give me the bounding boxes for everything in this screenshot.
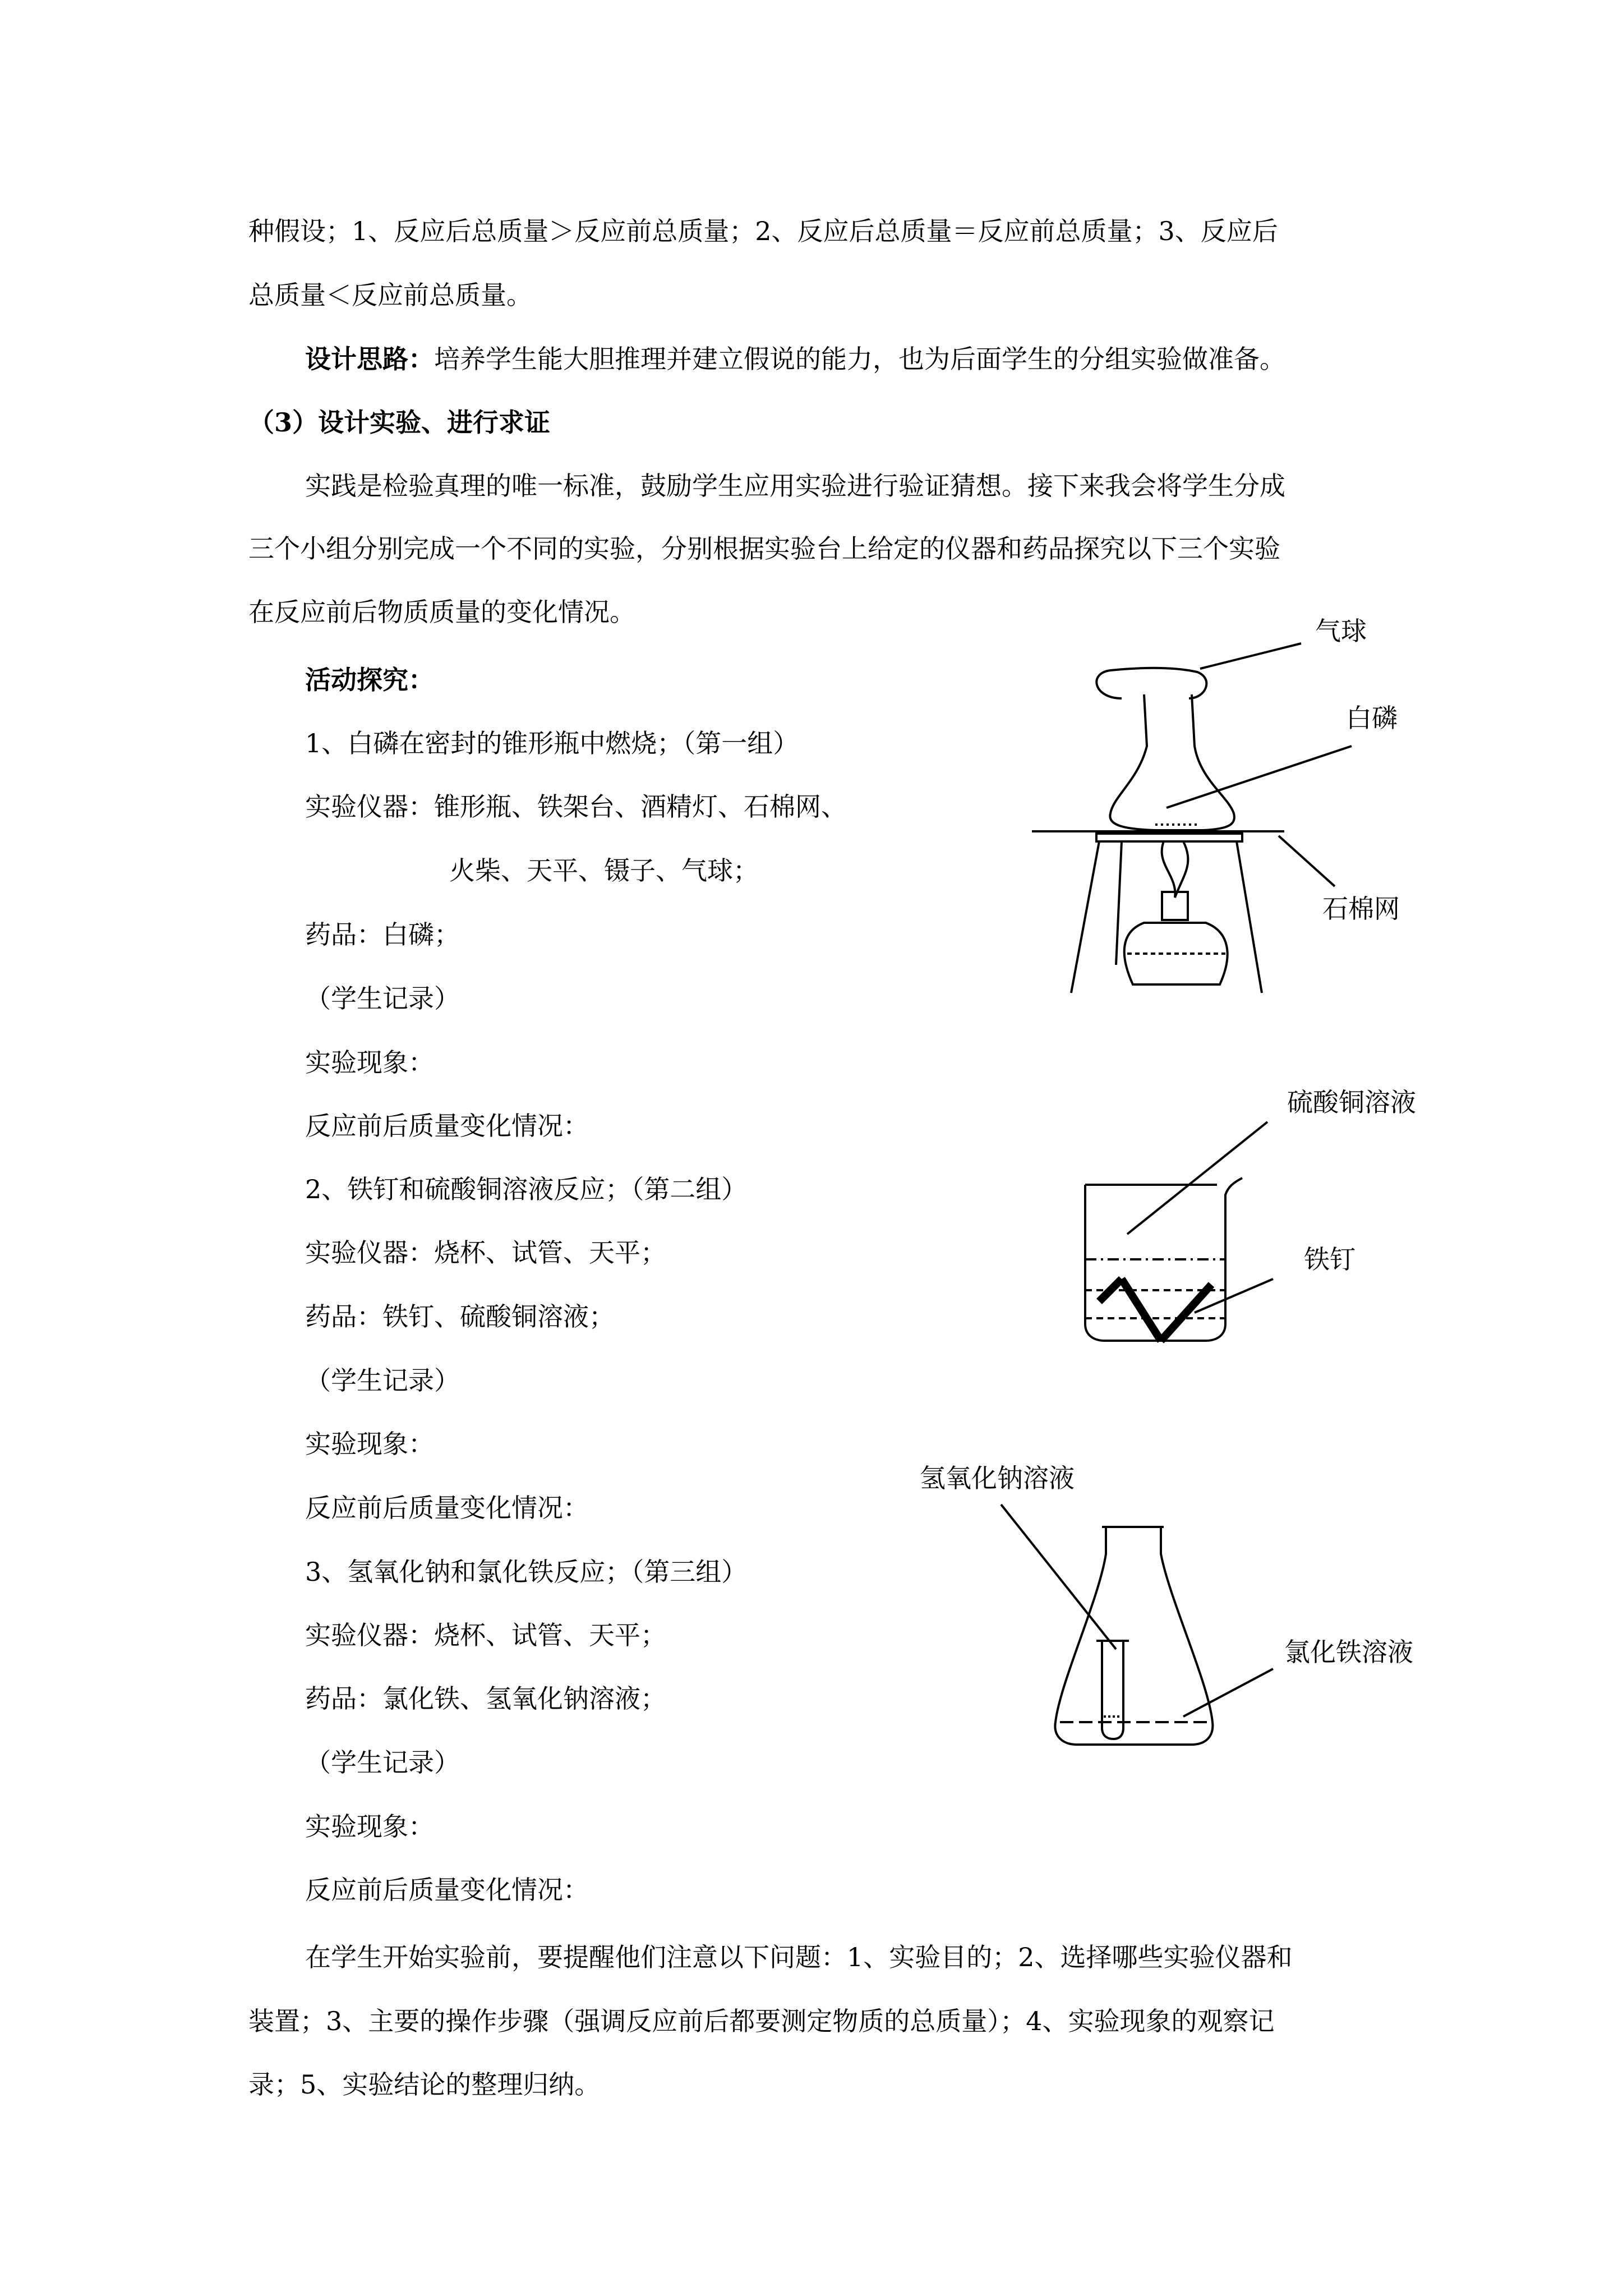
exp1-reagents: 药品：白磷； — [305, 919, 460, 950]
practice-line-3: 在反应前后物质质量的变化情况。 — [248, 597, 635, 627]
exp1-title: 1、白磷在密封的锥形瓶中燃烧；（第一组） — [305, 728, 799, 758]
test-tube — [1102, 1641, 1123, 1739]
design-idea-label: 设计思路： — [305, 344, 434, 374]
practice-line-1: 实践是检验真理的唯一标准，鼓励学生应用实验进行验证猜想。接下来我会将学生分成 — [305, 471, 1285, 501]
exp3-reagents: 药品：氯化铁、氢氧化钠溶液； — [305, 1683, 666, 1714]
closing-line-1: 在学生开始实验前，要提醒他们注意以下问题：1、实验目的；2、选择哪些实验仪器和 — [305, 1942, 1293, 1972]
exp2-title: 2、铁钉和硫酸铜溶液反应；（第二组） — [305, 1174, 748, 1204]
section-3-heading: （3）设计实验、进行求证 — [248, 407, 551, 438]
exp1-apparatus-line-1: 实验仪器：锥形瓶、铁架台、酒精灯、石棉网、 — [305, 792, 847, 822]
activity-heading: 活动探究： — [305, 665, 434, 695]
erlenmeyer-flask — [1055, 1527, 1212, 1745]
label-balloon: 气球 — [1315, 616, 1367, 646]
exp2-student-record: （学生记录） — [305, 1365, 460, 1396]
exp1-phenomenon: 实验现象： — [305, 1047, 434, 1078]
exp1-student-record: （学生记录） — [305, 983, 460, 1014]
label-ferric-chloride: 氯化铁溶液 — [1284, 1637, 1413, 1667]
exp1-apparatus-line-2: 火柴、天平、镊子、气球； — [449, 855, 759, 886]
exp3-phenomenon: 实验现象： — [305, 1811, 434, 1842]
exp3-student-record: （学生记录） — [305, 1747, 460, 1778]
exp2-mass-change: 反应前后质量变化情况： — [305, 1493, 589, 1523]
closing-line-3: 录；5、实验结论的整理归纳。 — [248, 2069, 601, 2100]
label-white-phosphorus: 白磷 — [1346, 703, 1398, 733]
leader-naoh — [1001, 1504, 1116, 1649]
design-idea-text: 培养学生能大胆推理并建立假说的能力，也为后面学生的分组实验做准备。 — [434, 344, 1285, 374]
exp2-apparatus: 实验仪器：烧杯、试管、天平； — [305, 1237, 666, 1268]
closing-line-2: 装置；3、主要的操作步骤（强调反应前后都要测定物质的总质量）；4、实验现象的观察记 — [248, 2006, 1275, 2036]
practice-line-2: 三个小组分别完成一个不同的实验，分别根据实验台上给定的仪器和药品探究以下三个实验 — [248, 533, 1280, 564]
exp3-title: 3、氢氧化钠和氯化铁反应；（第三组） — [305, 1557, 748, 1587]
exp2-phenomenon: 实验现象： — [305, 1429, 434, 1459]
leader-fecl3 — [1183, 1669, 1273, 1717]
label-copper-sulfate: 硫酸铜溶液 — [1287, 1087, 1416, 1117]
hypothesis-line-2: 总质量＜反应前总质量。 — [248, 280, 532, 310]
hypothesis-line-1: 种假设；1、反应后总质量＞反应前总质量；2、反应后总质量＝反应前总质量；3、反应后 — [248, 216, 1278, 246]
exp1-mass-change: 反应前后质量变化情况： — [305, 1111, 589, 1141]
label-asbestos-net: 石棉网 — [1322, 894, 1400, 924]
exp3-mass-change: 反应前后质量变化情况： — [305, 1875, 589, 1905]
exp3-apparatus: 实验仪器：烧杯、试管、天平； — [305, 1620, 666, 1650]
label-sodium-hydroxide: 氢氧化钠溶液 — [920, 1463, 1075, 1493]
label-iron-nail: 铁钉 — [1304, 1244, 1355, 1274]
exp2-reagents: 药品：铁钉、硫酸铜溶液； — [305, 1301, 615, 1332]
